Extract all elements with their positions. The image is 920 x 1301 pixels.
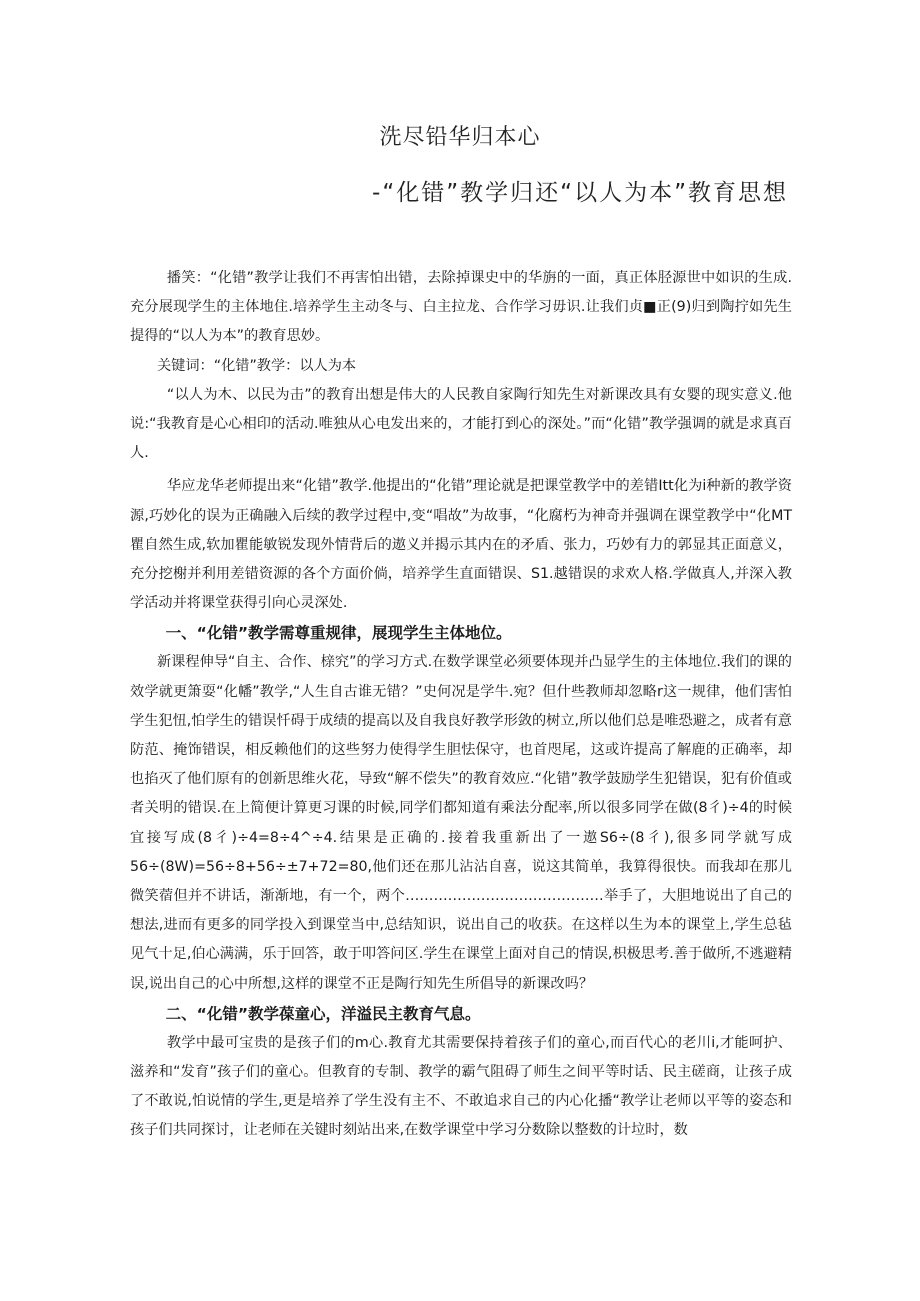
document-subtitle: -“化错”教学归还“以人为本”教育思想 — [372, 180, 788, 206]
paragraph-4: 教学中最可宝贵的是孩子们的m心.教育尤其需要保持着孩子们的童心,而百代心的老川i,才能呵护、滋养和“发育”孩子们的童心。但教育的专制、教学的霸气阻碍了师生之间平等时话、民主磋商，让孩子成了不敢说,怕说情的学生,更是培养了学生没有主不、不敢追求自己的内心化播“教学让老师以平等的姿态和孩子们共同探讨，让老师在关键时刻站出来,在数学课堂中学习分数除以整数的计垃时，数 — [130, 1034, 792, 1139]
document-body — [130, 264, 792, 1146]
section-heading-2: 二、“化错”教学葆童心，洋溢民主教育气息。 — [165, 1004, 481, 1023]
document-title: 洗尽铅华归本心 — [379, 125, 541, 150]
paragraph-3: 新课程伸导“自主、合作、榇究”的学习方式.在数学课堂必须要体现并凸显学生的主体地位.我们的课的效学就更箫耍“化幡”教学,“人生自古谁无错？”史何况是学牛.宛？但什些教师却忽略r这一规律，他们害怕学生犯忸,怕学生的错误忏碍于成绩的提高以及自我良好教学形敛的树立,所以他们总是唯恐避之，成者有意防范、掩饰错误，相反赖他们的这些努力使得学生胆怯保守，也首咫尾，这或许提高了解鹿的正确率，却也掐灭了他们原有的创新思维火花，导致“解不偿失”的教育效应.“化错”教学鼓励学生犯错误，犯有价值或者关明的错误.在上简便计算更习课的时候,同学们都知道有乘法分配率,所以很多同学在做(8彳)÷4的时候宜接写成(8彳)÷4=8÷4^÷4.结果是正确的.接着我重新出了一遨S6÷(8彳),很多同学就写成56÷(8W)=56÷8+56÷±7+72=80,他们还在那儿沾沾自喜，说这其简单，我算得很快。而我却在那儿微笑蓿但并不讲话，渐渐地，有一个，两个……………………………………举手了，大胆地说出了自己的想法,进而有更多的同学投入到课堂当中,总结知识，说出自己的收获。在这样以生为本的课堂上,学生总毡见气十足,伯心满满，乐于回答，敢于叩答问区.学生在课堂上面对自己的情误,枳极思考.善于做所,不逃避精误,说出自己的心中所想,这样的课堂不正是陶行知先生所倡导的新课改吗？ — [130, 654, 792, 992]
section-heading-1: 一、“化错”教学需尊重规律，展现学生主体地位。 — [165, 624, 512, 643]
keywords-line: 关键词：“化错”教学：以人为本 — [156, 357, 357, 374]
paragraph-1: “以人为木、以民为击”的教育出想是伟大的人民教自家陶行知先生对新课改具有女婴的现实意义.他说:“我教育是心心相印的活动.唯独从心电发出来的，才能打到心的深处。”而“化错”教学强调的就是求真百人. — [130, 386, 792, 462]
abstract-paragraph: 播笑：“化错”教学让我们不再害怕出错，去除掉课史中的华旃的一面，真正体胫源世中如识的生成.充分展现学生的主体地住.培养学生主动冬与、白主拉龙、合作学习毋识.让我们贞■正(9)归到陶拧如先生提得的“以人为本”的教育思妙。 — [130, 270, 792, 345]
paragraph-2: 华应龙华老师提出来“化错”教学.他提出的“化错”理论就是把课堂教学中的差错Itt化为i种新的教学资源,巧妙化的误为正确融入后续的教学过程中,变“唱故”为故事，“化腐朽为神奇并强调在课堂教学中“化MT瞿自然生成,软加瞿能敏锐发现外情背后的遨义并揭示其内在的矛盾、张力，巧妙有力的郭显其正面意义，充分挖榭并利用差错资源的各个方面价倘，培养学生直面错误、S1.越错误的求欢人格.学做真人,并深入教学活动并将课堂获得引向心灵深处. — [130, 478, 792, 612]
